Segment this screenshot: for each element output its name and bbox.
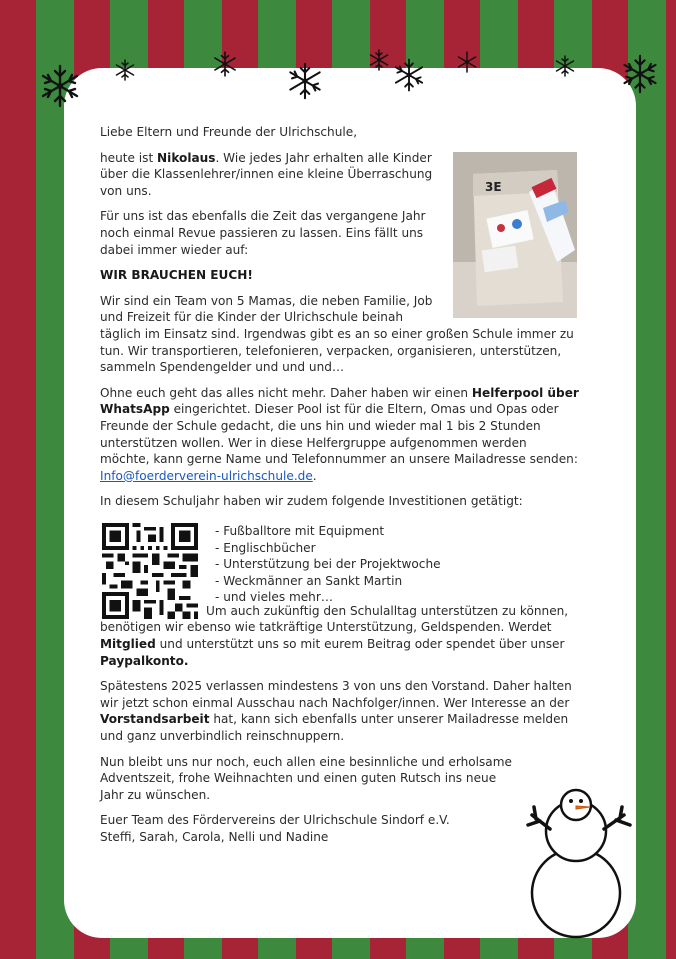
list-item: - Weckmänner an Sankt Martin (215, 573, 403, 588)
list-item: - Englischbücher (215, 540, 316, 555)
paragraph-nikolaus: heute ist Nikolaus. Wie jedes Jahr erhalten alle Kinder über die Klassenlehrer/innen eine kleine Überraschung von uns. (100, 150, 433, 198)
snowflake-icon (620, 52, 660, 96)
list-item: - Fußballtore mit Equipment (215, 524, 385, 538)
snowflake-icon (368, 48, 390, 72)
list-item: - Unterstützung bei der Projektwoche (215, 557, 441, 572)
bag-label: 3E (485, 180, 502, 194)
paragraph-team: Wir sind ein Team von 5 Mamas, die neben Familie, Job und Freizeit für die Kinder der Ulrichschule beinah (100, 293, 433, 325)
signature: Euer Team des Fördervereins der Ulrichschule Sindorf e.V. Steffi, Sarah, Carola, Nelli und Nadine (100, 813, 450, 844)
paragraph-vorstand: Spätestens 2025 verlassen mindestens 3 von uns den Vorstand. Daher halten wir jetzt schon einmal Ausschau nach Nachfolger/innen. Wer Interesse an der Vorstandsarbeit hat, kann sich ebenfalls unter unserer Mailadresse melden und ganz unverbindlich reinschnuppern. (100, 679, 572, 744)
paragraph-wuensche: Nun bleibt uns nur noch, euch allen eine besinnliche und erholsame Adventszeit, frohe Weihnachten und einen guten Rutsch ins neue Jahr zu wünschen. (100, 754, 512, 802)
paragraph-helferpool: Ohne euch geht das alles nicht mehr. Daher haben wir einen Helferpool über WhatsApp eingerichtet. Dieser Pool ist für die Eltern, Omas und Opas oder Freunde der Schule gedacht, die uns hin und wieder mal 1 bis 2 Stunden unterstützen wollen. Wer in diese Helfergruppe aufgenommen werden möchte, kann gerne Name und Telefonnummer an unsere Mailadresse senden: Info@foerderverein-ulrichschule.de. (100, 385, 579, 483)
qr-code-icon[interactable] (102, 523, 198, 619)
snowflake-icon (554, 54, 576, 78)
snowflake-icon (212, 50, 238, 78)
list-item: - und vieles mehr… (215, 590, 333, 605)
email-link[interactable]: Info@foerderverein-ulrichschule.de (100, 468, 313, 483)
paragraph-revue: Für uns ist das ebenfalls die Zeit das vergangene Jahr noch einmal Revue passieren zu lassen. Eins fällt uns dabei immer wieder auf: (100, 209, 426, 257)
snowflake-icon (392, 56, 426, 94)
snowflake-icon (38, 62, 82, 110)
letter-body (100, 124, 580, 855)
paragraph-team-cont: täglich im Einsatz sind. Irgendwas gibt es an so einer großen Schule immer zu tun. Wir transportieren, telefonieren, verpacken, organisieren, unterstützen, sammeln Spendengelder und und und… (100, 326, 574, 375)
snowflake-icon (114, 58, 136, 82)
snowflake-icon (456, 50, 478, 74)
paragraph-spenden: Um auch zukünftig den Schulalltag unterstützen zu können, benötigen wir ebenso wie tatkräftige Unterstützung, Geldspenden. Werdet Mitglied und unterstützt uns so mit eurem Beitrag oder spendet über unser Paypalkonto. (100, 603, 569, 668)
paragraph-investitionen: In diesem Schuljahr haben wir zudem folgende Investitionen getätigt: (100, 494, 523, 509)
greeting: Liebe Eltern und Freunde der Ulrichschule, (100, 125, 358, 139)
headline: WIR BRAUCHEN EUCH! (100, 268, 253, 283)
snowflake-icon (286, 60, 324, 102)
investments-list (215, 523, 441, 606)
snowman-icon (520, 785, 644, 945)
